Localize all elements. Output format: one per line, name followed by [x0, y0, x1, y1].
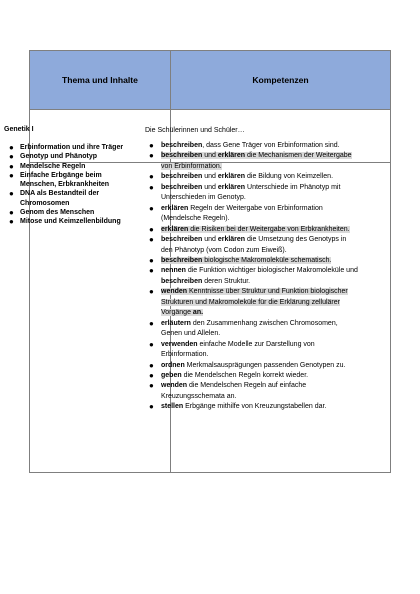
competency-text: [161, 403, 326, 410]
bullet-icon: ●: [149, 255, 154, 265]
bullet-icon: ●: [149, 381, 154, 391]
bullet-icon: ●: [149, 141, 154, 150]
operator-verb: erklären: [217, 173, 246, 181]
topic-title: Genetik I: [4, 126, 34, 133]
operator-verb: erklären: [161, 204, 189, 212]
operator-verb: stellen: [161, 403, 184, 411]
operator-verb: beschreiben: [161, 236, 203, 244]
competency-item: [145, 172, 359, 182]
competency-text: [161, 236, 346, 253]
competency-text-part: Merkmalsausprägungen passenden Genotypen zu.: [184, 361, 346, 369]
competency-item: [145, 402, 359, 412]
header-topics: Thema und Inhalte: [30, 51, 171, 109]
operator-verb: beschreiben: [161, 142, 203, 149]
competency-text: [161, 288, 348, 316]
bullet-icon: ●: [9, 161, 14, 171]
operator-verb: beschreiben: [161, 152, 203, 160]
competency-list: [145, 141, 359, 413]
competency-item: [145, 183, 359, 204]
topics-cell: [4, 126, 138, 227]
competencies-cell: [145, 126, 359, 413]
bullet-icon: ●: [149, 266, 154, 276]
competency-text-part: und: [202, 173, 218, 181]
topic-item: [4, 208, 138, 217]
competency-item: [145, 235, 359, 256]
competency-text: [161, 320, 338, 337]
bullet-icon: ●: [149, 235, 154, 245]
competency-item: [145, 225, 359, 235]
competency-text-part: die Umsetzung des Genotyps in den Phänotyp (vom Codon zum Eiweiß).: [161, 236, 347, 254]
bullet-icon: ●: [149, 151, 154, 161]
topic-item: [4, 189, 138, 208]
operator-verb: wenden: [161, 288, 188, 296]
competency-text-part: die Risiken bei der Weitergabe von Erbkrankheiten.: [188, 225, 350, 233]
competency-text-part: Regeln der Weitergabe von Erbinformation (Mendelsche Regeln).: [161, 204, 323, 223]
operator-verb: nennen: [161, 267, 186, 275]
competency-text-part: und: [202, 152, 218, 160]
topic-item: [4, 152, 138, 161]
bullet-icon: ●: [149, 203, 154, 213]
competency-item: [145, 371, 359, 381]
operator-verb: erklären: [161, 225, 189, 233]
competency-text: [161, 226, 350, 233]
competency-item: [145, 151, 359, 172]
operator-verb: an.: [192, 309, 204, 317]
competency-text-part: und: [202, 183, 218, 191]
competency-text: [161, 184, 340, 201]
competency-text-part: den Zusammenhang zwischen Chromosomen, Genen und Allelen.: [161, 319, 338, 338]
competency-text-part: die Mendelschen Regeln korrekt wieder.: [181, 371, 309, 379]
header-competencies: Kompetenzen: [252, 75, 309, 85]
competency-text-part: die Mechanismen der Weitergabe von Erbinformation.: [161, 152, 352, 170]
topic-item: [4, 162, 138, 171]
competency-text: [161, 205, 323, 222]
bullet-icon: ●: [149, 287, 154, 297]
topic-item: [4, 171, 138, 190]
competency-text-part: Unterschiede im Phänotyp mit Unterschieden im Genotyp.: [161, 183, 341, 202]
topic-item-text: Erbinformation und ihre Träger: [20, 144, 124, 151]
competency-text: [161, 341, 315, 358]
operator-verb: erläutern: [161, 319, 191, 327]
competency-text-part: und: [202, 236, 218, 244]
competency-text: [161, 257, 331, 264]
competency-text-part: biologische Makromoleküle schematisch.: [202, 256, 332, 264]
bullet-icon: ●: [149, 402, 154, 412]
topic-item: [4, 217, 138, 226]
competency-text-part: Erbgänge mithilfe von Kreuzungstabellen dar.: [183, 403, 327, 411]
operator-verb: wenden: [161, 382, 188, 390]
competency-item: [145, 141, 359, 151]
table-header-row: [30, 51, 390, 110]
competency-text-part: die Bildung von Keimzellen.: [245, 173, 334, 181]
topic-item: [4, 143, 138, 152]
operator-verb: beschreiben: [161, 173, 203, 181]
operator-verb: erklären: [217, 152, 246, 160]
topic-item-text: Mitose und Keimzellenbildung: [20, 218, 121, 226]
competency-item: [145, 381, 359, 402]
competency-text: [161, 152, 352, 169]
competency-text: [161, 382, 306, 399]
bullet-icon: ●: [9, 217, 14, 227]
bullet-icon: ●: [9, 152, 14, 162]
competency-item: [145, 266, 359, 287]
bullet-icon: ●: [149, 370, 154, 380]
competency-item: [145, 319, 359, 340]
competency-text: [161, 372, 308, 379]
bullet-icon: ●: [9, 170, 14, 180]
competency-text-part: , dass Gene Träger von Erbinformation sind.: [202, 142, 340, 149]
competency-item: [145, 361, 359, 371]
operator-verb: erklären: [217, 183, 246, 191]
competency-text-part: einfache Modelle zur Darstellung von Erbinformation.: [161, 340, 315, 359]
topic-item-text: Genotyp und Phänotyp: [20, 153, 97, 161]
operator-verb: beschreiben: [161, 256, 203, 264]
bullet-icon: ●: [149, 318, 154, 328]
competency-text: [161, 267, 358, 284]
topic-item-text: Genom des Menschen: [20, 209, 95, 217]
competency-text: [161, 173, 333, 180]
competency-text-part: Kenntnisse über Struktur und Funktion biologischer Strukturen und Makromoleküle für die Erklärung zellulärer Vorgänge: [161, 288, 348, 317]
competency-text-part: deren Struktur.: [202, 277, 251, 285]
topic-item-text: Einfache Erbgänge beim Menschen, Erbkrankheiten: [20, 171, 110, 189]
topic-item-text: DNA als Bestandteil der Chromosomen: [20, 190, 100, 207]
bullet-icon: ●: [9, 189, 14, 199]
competency-intro: Die Schülerinnen und Schüler…: [145, 127, 245, 134]
topic-item-text: Mendelsche Regeln: [20, 162, 86, 170]
bullet-icon: ●: [9, 143, 14, 152]
bullet-icon: ●: [149, 224, 154, 234]
operator-verb: verwenden: [161, 340, 198, 348]
bullet-icon: ●: [9, 208, 14, 218]
competency-item: [145, 256, 359, 266]
operator-verb: geben: [161, 371, 182, 379]
competency-text: [161, 362, 345, 369]
bullet-icon: ●: [149, 360, 154, 370]
topic-list: [4, 143, 138, 227]
bullet-icon: ●: [149, 182, 154, 192]
competency-text-part: die Mendelschen Regeln auf einfache Kreuzungsschemata an.: [161, 382, 307, 400]
competency-item: [145, 287, 359, 318]
competency-text: [161, 142, 340, 149]
bullet-icon: ●: [149, 339, 154, 349]
competency-item: [145, 204, 359, 225]
competency-item: [145, 340, 359, 361]
operator-verb: erklären: [217, 236, 246, 244]
operator-verb: beschreiben: [161, 277, 203, 285]
competency-text-part: die Funktion wichtiger biologischer Makromoleküle und: [185, 267, 358, 275]
operator-verb: beschreiben: [161, 183, 203, 191]
bullet-icon: ●: [149, 172, 154, 182]
operator-verb: ordnen: [161, 361, 185, 369]
